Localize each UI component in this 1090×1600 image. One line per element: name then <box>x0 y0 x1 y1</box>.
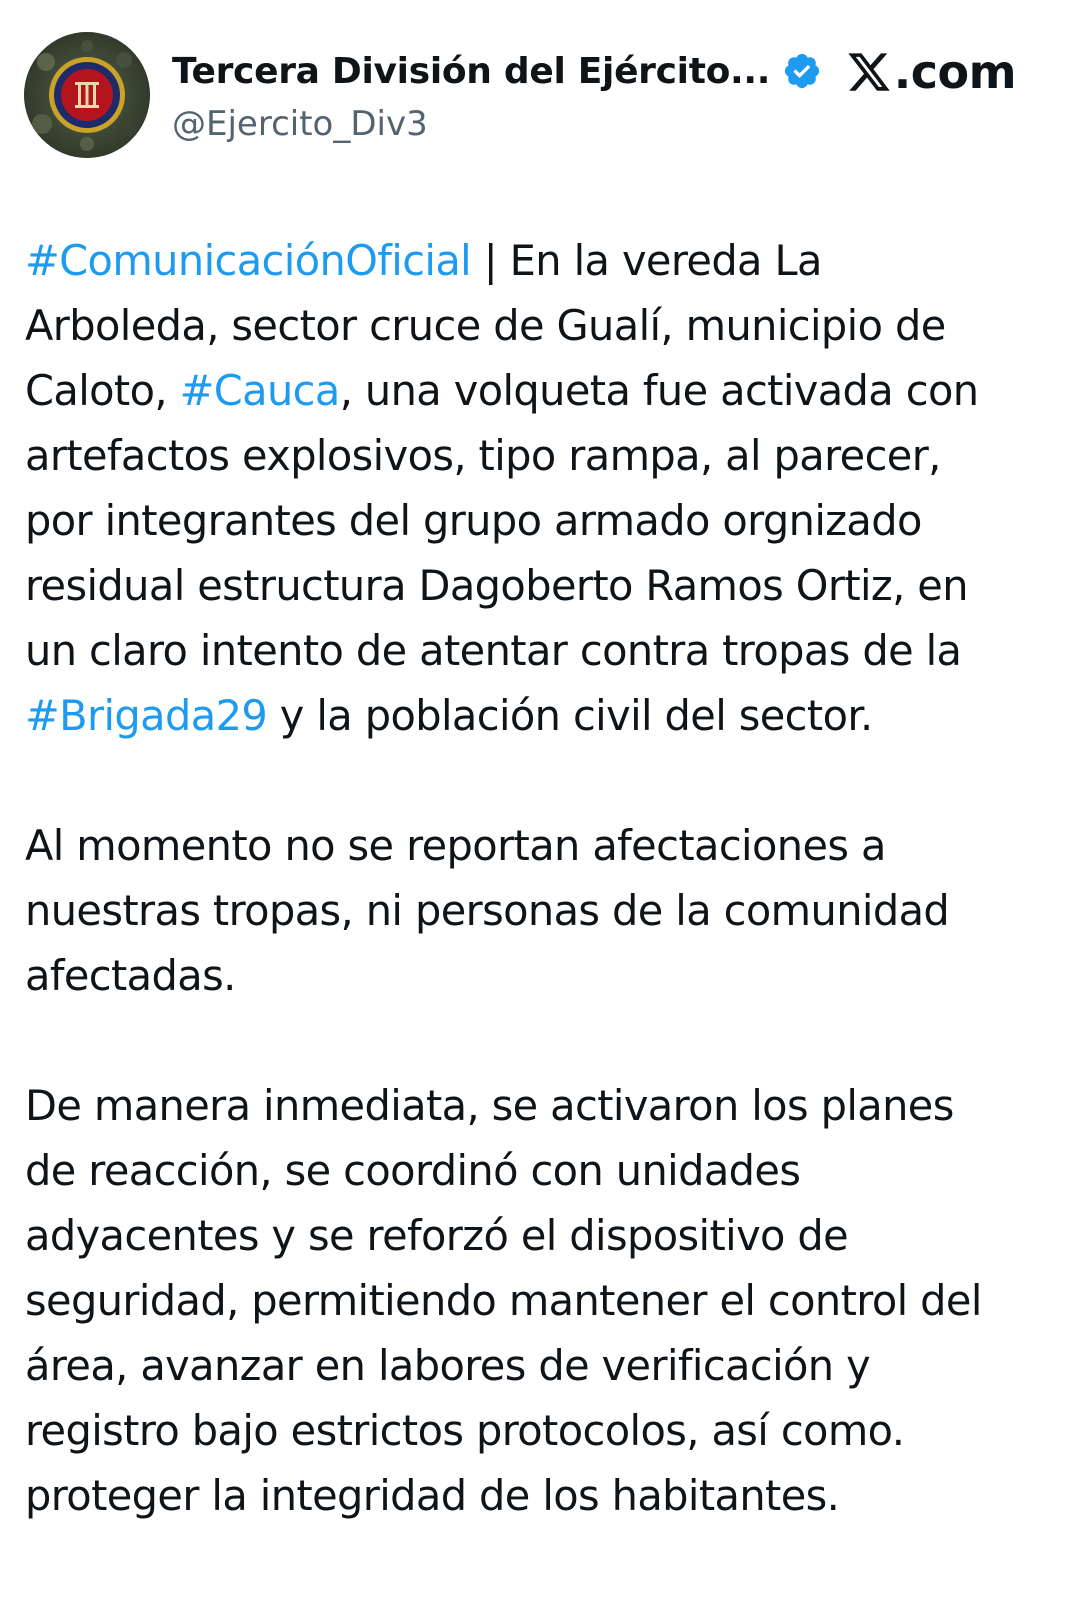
hashtag-link[interactable]: #ComunicaciónOficial <box>25 236 472 285</box>
tweet-paragraph <box>25 228 1065 748</box>
author-handle[interactable]: @Ejercito_Div3 <box>172 104 428 144</box>
tweet-line <box>25 228 1065 293</box>
tweet-text-segment: De manera inmediata, se activaron los planes <box>25 1081 954 1130</box>
avatar[interactable] <box>24 32 150 158</box>
tweet-text-segment: un claro intento de atentar contra tropas de la <box>25 626 962 675</box>
tweet-line <box>25 1333 1065 1398</box>
tweet-line <box>25 1073 1065 1138</box>
x-logo-icon <box>846 49 892 95</box>
tweet-line <box>25 488 1065 553</box>
tweet-text-segment: residual estructura Dagoberto Ramos Ortiz, en <box>25 561 968 610</box>
author-name-row <box>172 46 852 96</box>
tweet-line <box>25 618 1065 683</box>
source-domain-label: .com <box>893 45 1016 99</box>
tweet-text-segment: proteger la integridad de los habitantes. <box>25 1471 840 1520</box>
tweet-text-segment: seguridad, permitiendo mantener el control del <box>25 1276 982 1325</box>
tweet-text <box>25 228 1065 1528</box>
tweet-line <box>25 423 1065 488</box>
tweet-line <box>25 813 1065 878</box>
tweet-text-segment: | En la vereda La <box>471 236 822 285</box>
tweet-line <box>25 1398 1065 1463</box>
tweet-line <box>25 683 1065 748</box>
tweet-text-segment: y la población civil del sector. <box>267 691 873 740</box>
author-display-name[interactable]: Tercera División del Ejército... <box>172 50 771 92</box>
tweet-text-segment: registro bajo estrictos protocolos, así como. <box>25 1406 905 1455</box>
hashtag-link[interactable]: #Brigada29 <box>25 691 268 740</box>
tweet-line <box>25 553 1065 618</box>
tweet-header <box>24 32 1066 160</box>
tweet-text-segment: de reacción, se coordinó con unidades <box>25 1146 801 1195</box>
tweet-line <box>25 358 1065 423</box>
tweet-line <box>25 1463 1065 1528</box>
hashtag-link[interactable]: #Cauca <box>179 366 340 415</box>
tweet-text-segment: Al momento no se reportan afectaciones a <box>25 821 886 870</box>
author-info <box>172 46 852 144</box>
source-link[interactable] <box>846 44 1016 100</box>
tweet-text-segment: nuestras tropas, ni personas de la comunidad <box>25 886 950 935</box>
tweet-text-segment: adyacentes y se reforzó el dispositivo de <box>25 1211 849 1260</box>
tweet-text-segment: área, avanzar en labores de verificación y <box>25 1341 871 1390</box>
division-badge-icon <box>24 32 150 158</box>
tweet-text-segment: , una volqueta fue activada con <box>339 366 979 415</box>
tweet-text-segment: Caloto, <box>25 366 180 415</box>
tweet-text-segment: Arboleda, sector cruce de Gualí, municipio de <box>25 301 946 350</box>
tweet-text-segment: artefactos explosivos, tipo rampa, al parecer, <box>25 431 941 480</box>
tweet-line <box>25 1203 1065 1268</box>
tweet-line <box>25 293 1065 358</box>
tweet-line <box>25 1268 1065 1333</box>
tweet-line <box>25 878 1065 943</box>
tweet-text-segment: por integrantes del grupo armado orgnizado <box>25 496 922 545</box>
tweet-paragraph <box>25 1073 1065 1528</box>
verified-badge-icon[interactable] <box>782 51 822 91</box>
tweet-text-segment: afectadas. <box>25 951 236 1000</box>
tweet-line <box>25 1138 1065 1203</box>
tweet-line <box>25 943 1065 1008</box>
tweet-paragraph <box>25 813 1065 1008</box>
